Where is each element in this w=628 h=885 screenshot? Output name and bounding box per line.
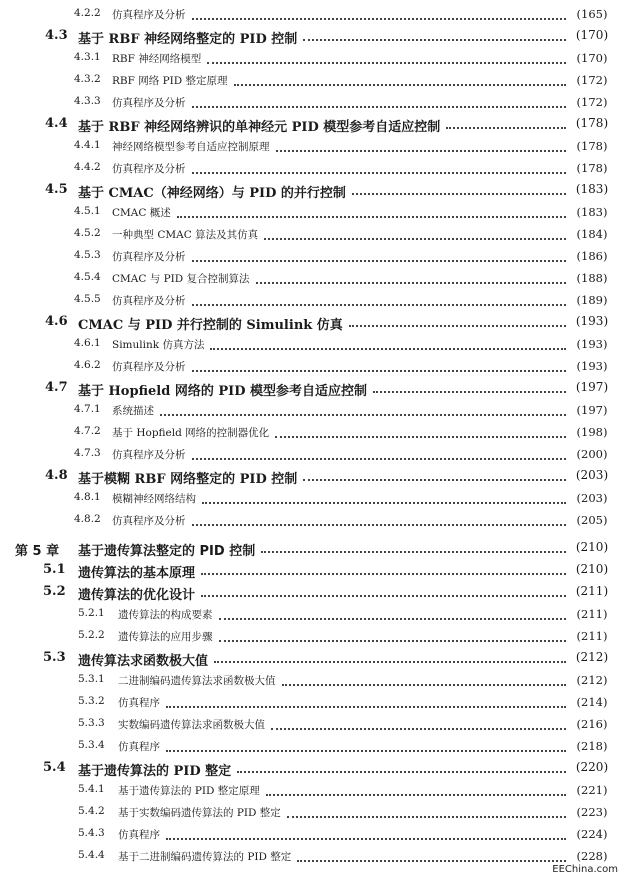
toc-entry-sub[interactable]	[0, 668, 628, 690]
toc-entry-section[interactable]	[0, 24, 628, 46]
toc-leader-dots	[266, 794, 566, 796]
toc-leader-dots	[192, 106, 566, 108]
toc-entry-title: 基于遗传算法整定的 PID 控制	[78, 544, 256, 559]
toc-entry-sub[interactable]	[0, 508, 628, 530]
toc-leader-dots	[264, 238, 566, 240]
toc-entry-page-number: (172)	[576, 73, 608, 87]
toc-entry-title: 基于遗传算法的 PID 整定原理	[118, 785, 260, 797]
toc-entry-sub[interactable]	[0, 420, 628, 442]
toc-entry-number: 5.4.4	[78, 849, 105, 861]
toc-entry-title: CMAC 与 PID 并行控制的 Simulink 仿真	[78, 318, 343, 333]
toc-entry-number: 4.7.1	[74, 403, 101, 415]
toc-entry-sub[interactable]	[0, 266, 628, 288]
toc-entry-page-number: (211)	[576, 629, 608, 643]
toc-entry-title: 基于模糊 RBF 网络整定的 PID 控制	[78, 472, 298, 487]
toc-entry-number: 4.5	[45, 182, 68, 197]
toc-leader-dots	[214, 661, 566, 663]
toc-entry-number: 4.3	[45, 28, 68, 43]
toc-entry-number: 4.7	[45, 380, 68, 395]
toc-leader-dots	[373, 391, 566, 393]
toc-entry-sub[interactable]	[0, 778, 628, 800]
toc-entry-page-number: (170)	[575, 28, 609, 42]
toc-entry-page-number: (188)	[576, 271, 608, 285]
toc-entry-number: 4.4	[45, 116, 68, 131]
toc-leader-dots	[352, 193, 566, 195]
toc-entry-section[interactable]	[0, 376, 628, 398]
toc-entry-sub[interactable]	[0, 90, 628, 112]
toc-entry-sub[interactable]	[0, 288, 628, 310]
toc-entry-number: 4.5.4	[74, 271, 101, 283]
toc-entry-section[interactable]	[0, 178, 628, 200]
toc-entry-page-number: (220)	[575, 760, 609, 774]
toc-leader-dots	[166, 706, 566, 708]
toc-entry-title: 仿真程序及分析	[112, 163, 186, 175]
toc-entry-title: 基于实数编码遗传算法的 PID 整定	[118, 807, 281, 819]
toc-entry-page-number: (178)	[575, 116, 609, 130]
toc-entry-title: 基于遗传算法的 PID 整定	[78, 764, 232, 779]
toc-entry-page-number: (186)	[576, 249, 608, 263]
toc-entry-title: 一种典型 CMAC 算法及其仿真	[112, 229, 259, 241]
toc-entry-sub[interactable]	[0, 712, 628, 734]
toc-entry-title: 神经网络模型参考自适应控制原理	[112, 141, 270, 153]
toc-entry-number: 4.8	[45, 468, 68, 483]
toc-entry-sub[interactable]	[0, 602, 628, 624]
table-of-contents	[0, 2, 628, 866]
toc-entry-number: 4.5.1	[74, 205, 101, 217]
toc-leader-dots	[177, 216, 566, 218]
toc-entry-sub[interactable]	[0, 822, 628, 844]
toc-leader-dots	[207, 62, 566, 64]
toc-entry-number: 5.3	[43, 650, 66, 665]
toc-entry-title: 遗传算法求函数极大值	[78, 654, 209, 669]
toc-entry-number: 5.2.2	[78, 629, 105, 641]
toc-leader-dots	[219, 618, 566, 620]
toc-entry-sub[interactable]	[0, 68, 628, 90]
toc-entry-title: 基于 Hopfield 网络的控制器优化	[112, 427, 270, 439]
toc-entry-title: 遗传算法的应用步骤	[118, 631, 213, 643]
toc-leader-dots	[261, 551, 566, 553]
toc-entry-number: 5.3.2	[78, 695, 105, 707]
toc-entry-section[interactable]	[0, 646, 628, 668]
toc-entry-page-number: (178)	[576, 139, 608, 153]
toc-entry-page-number: (218)	[576, 739, 608, 753]
toc-entry-chapter[interactable]	[0, 536, 628, 558]
toc-entry-page-number: (212)	[575, 650, 609, 664]
toc-entry-number: 4.8.2	[74, 513, 101, 525]
toc-entry-sub[interactable]	[0, 332, 628, 354]
toc-entry-page-number: (223)	[576, 805, 608, 819]
toc-entry-title: CMAC 与 PID 复合控制算法	[112, 273, 250, 285]
toc-entry-section[interactable]	[0, 756, 628, 778]
toc-entry-title: 实数编码遗传算法求函数极大值	[118, 719, 265, 731]
toc-entry-page-number: (221)	[576, 783, 608, 797]
toc-entry-page-number: (183)	[576, 205, 608, 219]
toc-leader-dots	[210, 348, 566, 350]
toc-entry-number: 5.1	[43, 562, 66, 577]
toc-entry-page-number: (197)	[575, 380, 609, 394]
toc-leader-dots	[160, 414, 566, 416]
toc-entry-number: 第 5 章	[15, 544, 60, 559]
toc-entry-page-number: (200)	[576, 447, 608, 461]
toc-leader-dots	[192, 458, 566, 460]
toc-entry-sub[interactable]	[0, 354, 628, 376]
toc-leader-dots	[303, 479, 566, 481]
toc-entry-page-number: (211)	[575, 584, 609, 598]
toc-leader-dots	[192, 524, 566, 526]
toc-entry-sub[interactable]	[0, 2, 628, 24]
toc-entry-page-number: (165)	[576, 7, 608, 21]
toc-entry-section[interactable]	[0, 580, 628, 602]
toc-leader-dots	[192, 304, 566, 306]
toc-entry-title: RBF 网络 PID 整定原理	[112, 75, 228, 87]
toc-entry-page-number: (170)	[576, 51, 608, 65]
toc-leader-dots	[201, 595, 566, 597]
toc-leader-dots	[282, 684, 566, 686]
toc-entry-number: 4.7.3	[74, 447, 101, 459]
toc-entry-sub[interactable]	[0, 46, 628, 68]
toc-entry-title: RBF 神经网络模型	[112, 53, 202, 65]
toc-entry-number: 4.7.2	[74, 425, 101, 437]
toc-entry-title: Simulink 仿真方法	[112, 339, 205, 351]
toc-entry-page-number: (178)	[576, 161, 608, 175]
toc-leader-dots	[256, 282, 566, 284]
toc-entry-title: 二进制编码遗传算法求函数极大值	[118, 675, 276, 687]
toc-entry-page-number: (198)	[576, 425, 608, 439]
toc-entry-number: 4.2.2	[74, 7, 101, 19]
toc-entry-page-number: (189)	[576, 293, 608, 307]
toc-leader-dots	[237, 771, 566, 773]
toc-entry-number: 5.4.2	[78, 805, 105, 817]
toc-leader-dots	[297, 860, 566, 862]
toc-entry-number: 4.6.1	[74, 337, 101, 349]
toc-entry-title: 系统描述	[112, 405, 154, 417]
toc-entry-section[interactable]	[0, 310, 628, 332]
toc-entry-title: 仿真程序及分析	[112, 295, 186, 307]
toc-entry-title: 遗传算法的基本原理	[78, 566, 196, 581]
toc-entry-page-number: (193)	[576, 359, 608, 373]
toc-leader-dots	[219, 640, 566, 642]
watermark: EEChina.com	[552, 864, 618, 875]
toc-entry-number: 5.3.3	[78, 717, 105, 729]
toc-entry-title: 遗传算法的构成要素	[118, 609, 213, 621]
toc-entry-title: 仿真程序及分析	[112, 449, 186, 461]
toc-entry-number: 5.4	[43, 760, 66, 775]
toc-entry-number: 5.4.3	[78, 827, 105, 839]
toc-entry-title: 仿真程序及分析	[112, 251, 186, 263]
toc-entry-title: CMAC 概述	[112, 207, 171, 219]
toc-entry-page-number: (228)	[576, 849, 608, 863]
toc-entry-page-number: (172)	[576, 95, 608, 109]
toc-entry-number: 4.3.1	[74, 51, 101, 63]
toc-entry-title: 仿真程序	[118, 829, 160, 841]
toc-entry-page-number: (216)	[576, 717, 608, 731]
toc-entry-title: 模糊神经网络结构	[112, 493, 196, 505]
toc-entry-number: 4.3.2	[74, 73, 101, 85]
toc-leader-dots	[166, 750, 566, 752]
toc-entry-number: 4.4.2	[74, 161, 101, 173]
toc-leader-dots	[234, 84, 566, 86]
toc-entry-sub[interactable]	[0, 398, 628, 420]
toc-entry-title: 仿真程序及分析	[112, 361, 186, 373]
toc-entry-title: 仿真程序	[118, 741, 160, 753]
toc-entry-sub[interactable]	[0, 442, 628, 464]
toc-entry-page-number: (203)	[576, 491, 608, 505]
toc-entry-title: 基于 CMAC（神经网络）与 PID 的并行控制	[78, 186, 346, 201]
toc-entry-page-number: (203)	[575, 468, 609, 482]
toc-leader-dots	[275, 436, 566, 438]
toc-entry-number: 4.6	[45, 314, 68, 329]
toc-entry-title: 基于二进制编码遗传算法的 PID 整定	[118, 851, 292, 863]
toc-entry-sub[interactable]	[0, 734, 628, 756]
toc-leader-dots	[201, 573, 566, 575]
toc-entry-page-number: (197)	[576, 403, 608, 417]
toc-leader-dots	[349, 325, 566, 327]
toc-entry-sub[interactable]	[0, 200, 628, 222]
toc-entry-number: 4.5.5	[74, 293, 101, 305]
toc-entry-number: 5.2.1	[78, 607, 105, 619]
toc-entry-sub[interactable]	[0, 222, 628, 244]
toc-entry-number: 5.2	[43, 584, 66, 599]
toc-entry-title: 仿真程序及分析	[112, 97, 186, 109]
toc-leader-dots	[303, 39, 566, 41]
toc-entry-page-number: (224)	[576, 827, 608, 841]
toc-entry-page-number: (212)	[576, 673, 608, 687]
toc-entry-page-number: (193)	[575, 314, 609, 328]
toc-leader-dots	[192, 18, 566, 20]
toc-entry-number: 4.6.2	[74, 359, 101, 371]
toc-entry-title: 仿真程序	[118, 697, 160, 709]
toc-entry-title: 基于 Hopfield 网络的 PID 模型参考自适应控制	[78, 384, 368, 399]
toc-leader-dots	[271, 728, 566, 730]
toc-entry-page-number: (210)	[575, 540, 609, 554]
toc-entry-title: 仿真程序及分析	[112, 9, 186, 21]
toc-entry-page-number: (205)	[576, 513, 608, 527]
toc-entry-title: 遗传算法的优化设计	[78, 588, 196, 603]
toc-entry-page-number: (214)	[576, 695, 608, 709]
toc-entry-sub[interactable]	[0, 134, 628, 156]
toc-entry-number: 4.4.1	[74, 139, 101, 151]
toc-entry-page-number: (210)	[575, 562, 609, 576]
toc-entry-number: 5.4.1	[78, 783, 105, 795]
toc-entry-number: 4.3.3	[74, 95, 101, 107]
toc-entry-sub[interactable]	[0, 486, 628, 508]
toc-entry-number: 5.3.4	[78, 739, 105, 751]
toc-leader-dots	[166, 838, 566, 840]
toc-entry-sub[interactable]	[0, 690, 628, 712]
toc-leader-dots	[287, 816, 566, 818]
toc-entry-title: 仿真程序及分析	[112, 515, 186, 527]
toc-entry-sub[interactable]	[0, 800, 628, 822]
toc-leader-dots	[192, 260, 566, 262]
toc-entry-page-number: (183)	[575, 182, 609, 196]
toc-entry-title: 基于 RBF 神经网络辨识的单神经元 PID 模型参考自适应控制	[78, 120, 441, 135]
toc-entry-sub[interactable]	[0, 624, 628, 646]
toc-entry-sub[interactable]	[0, 844, 628, 866]
toc-entry-section[interactable]	[0, 112, 628, 134]
toc-entry-number: 4.8.1	[74, 491, 101, 503]
toc-entry-section[interactable]	[0, 464, 628, 486]
toc-entry-sub[interactable]	[0, 244, 628, 266]
toc-entry-page-number: (193)	[576, 337, 608, 351]
toc-entry-section[interactable]	[0, 558, 628, 580]
toc-entry-sub[interactable]	[0, 156, 628, 178]
toc-leader-dots	[276, 150, 566, 152]
toc-entry-title: 基于 RBF 神经网络整定的 PID 控制	[78, 32, 298, 47]
toc-entry-number: 5.3.1	[78, 673, 105, 685]
toc-leader-dots	[192, 370, 566, 372]
toc-leader-dots	[446, 127, 566, 129]
toc-leader-dots	[192, 172, 566, 174]
toc-leader-dots	[202, 502, 566, 504]
toc-entry-page-number: (211)	[576, 607, 608, 621]
toc-entry-page-number: (184)	[576, 227, 608, 241]
toc-entry-number: 4.5.3	[74, 249, 101, 261]
toc-entry-number: 4.5.2	[74, 227, 101, 239]
